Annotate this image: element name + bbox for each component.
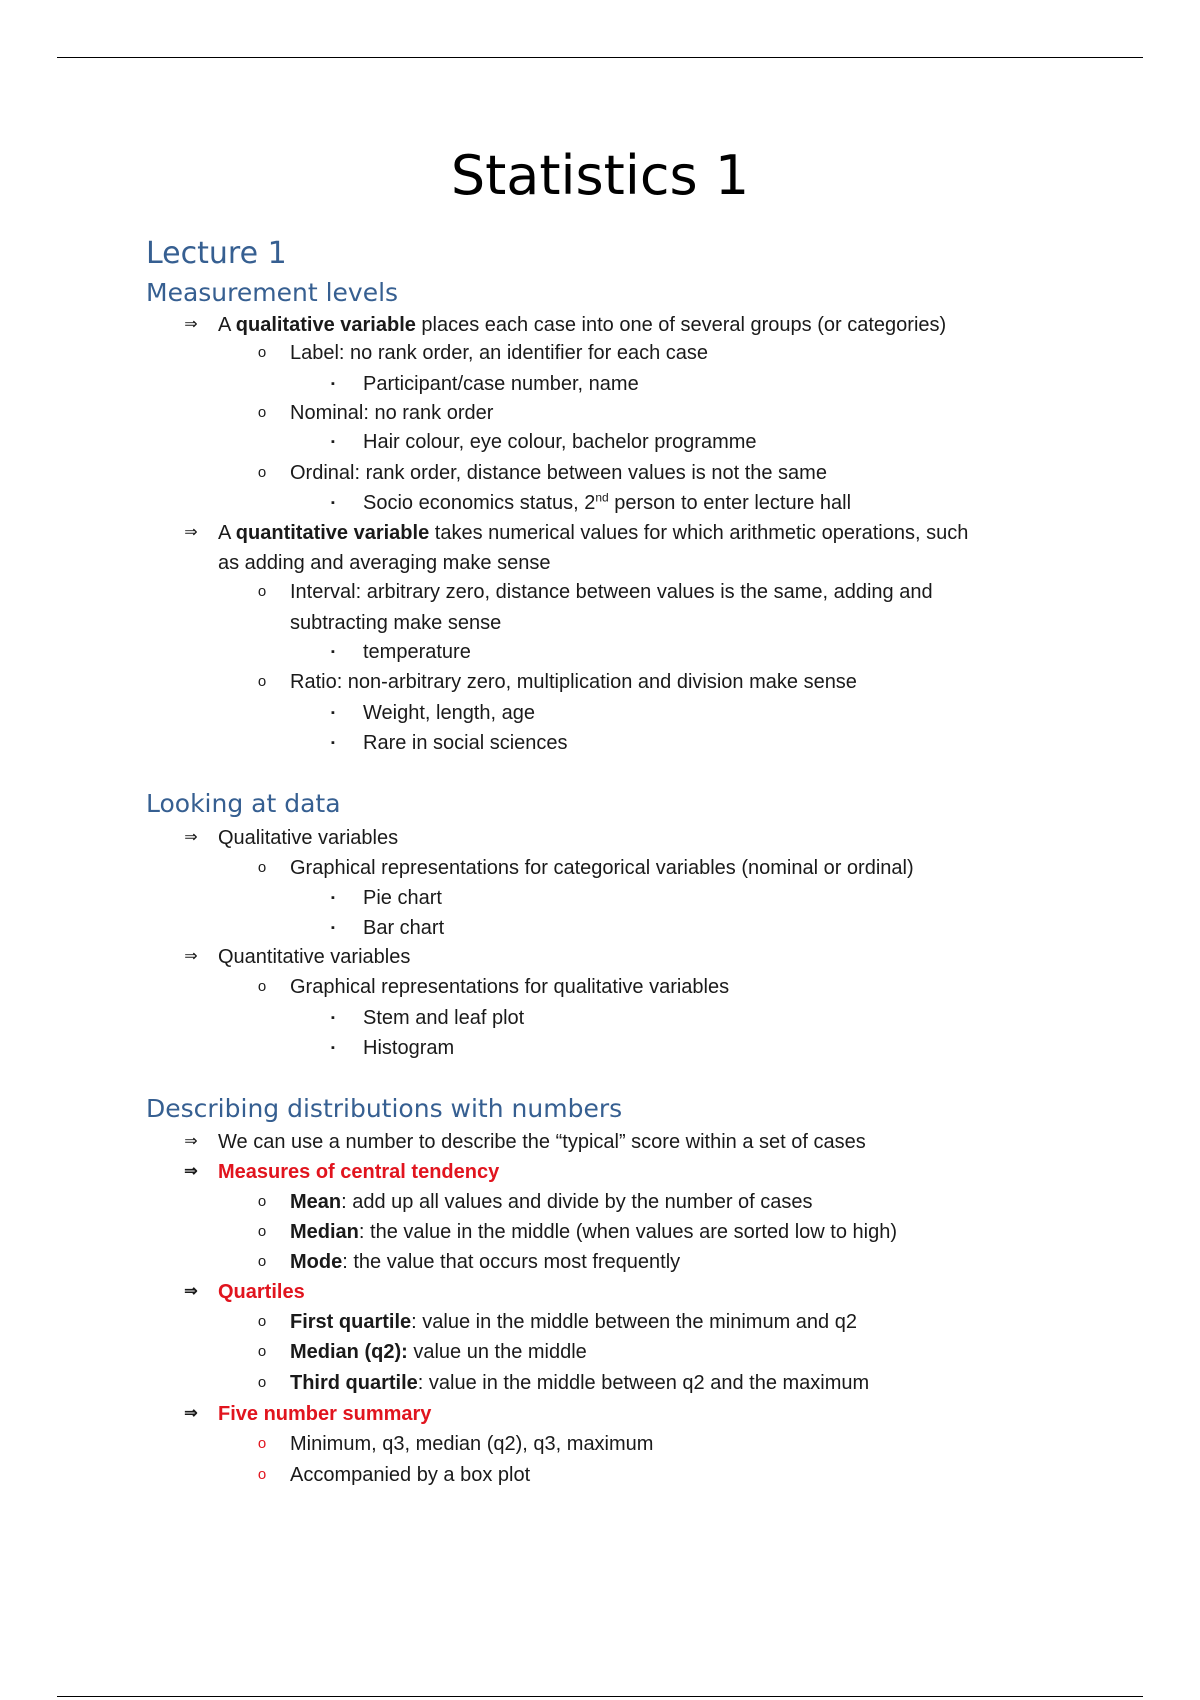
list-item-typical-score: ⇒ We can use a number to describe the “typical” score within a set of cases: [0, 1128, 1200, 1156]
arrow-icon: ⇒: [184, 1133, 198, 1150]
square-bullet-icon: ▪: [331, 737, 335, 749]
arrow-icon: ⇒: [184, 316, 198, 333]
circle-bullet-icon: o: [257, 1313, 267, 1330]
circle-bullet-icon: o: [257, 1253, 267, 1270]
list-item-stem-leaf: ▪ Stem and leaf plot: [0, 1004, 1200, 1032]
circle-bullet-icon: o: [257, 583, 267, 600]
list-item-quantitative: ⇒ A quantitative variable takes numerical values for which arithmetic operations, such: [0, 519, 1200, 547]
arrow-icon: ⇒: [184, 524, 198, 541]
circle-bullet-icon: o: [257, 1374, 267, 1391]
square-bullet-icon: ▪: [331, 1012, 335, 1024]
document-title: Statistics 1: [450, 144, 750, 207]
list-item-quantitative-cont: as adding and averaging make sense: [218, 552, 551, 574]
circle-bullet-icon: o: [257, 859, 267, 876]
list-item-histogram: ▪ Histogram: [0, 1034, 1200, 1062]
list-item-quantitative-graphs: o Graphical representations for qualitative variables: [0, 973, 1200, 1001]
circle-bullet-icon: o: [257, 1343, 267, 1360]
circle-bullet-icon: o: [257, 1193, 267, 1210]
square-bullet-icon: ▪: [331, 497, 335, 509]
list-item-ratio-example-1: ▪ Weight, length, age: [0, 699, 1200, 727]
square-bullet-icon: ▪: [331, 1042, 335, 1054]
list-item-ratio-example-2: ▪ Rare in social sciences: [0, 729, 1200, 757]
square-bullet-icon: ▪: [331, 707, 335, 719]
square-bullet-icon: ▪: [331, 646, 335, 658]
square-bullet-icon: ▪: [331, 922, 335, 934]
square-bullet-icon: ▪: [331, 378, 335, 390]
circle-bullet-icon: o: [257, 464, 267, 481]
list-item-ordinal: o Ordinal: rank order, distance between values is not the same: [0, 459, 1200, 487]
list-item-interval: o Interval: arbitrary zero, distance between values is the same, adding and: [0, 578, 1200, 606]
list-item-third-quartile: o Third quartile: value in the middle between q2 and the maximum: [0, 1369, 1200, 1397]
arrow-icon: ⇒: [184, 1163, 198, 1180]
list-item-first-quartile: o First quartile: value in the middle between the minimum and q2: [0, 1308, 1200, 1336]
list-item-ratio: o Ratio: non-arbitrary zero, multiplication and division make sense: [0, 668, 1200, 696]
circle-bullet-icon: o: [257, 344, 267, 361]
section-heading-looking: Looking at data: [146, 789, 341, 818]
bottom-rule: [57, 1696, 1143, 1697]
square-bullet-icon: ▪: [331, 436, 335, 448]
section-heading-measurement: Measurement levels: [146, 278, 399, 307]
circle-bullet-icon: o: [257, 1223, 267, 1240]
list-item-quartiles: ⇒ Quartiles: [0, 1278, 1200, 1306]
list-item-median: o Median: the value in the middle (when values are sorted low to high): [0, 1218, 1200, 1246]
list-item-central-tendency: ⇒ Measures of central tendency: [0, 1158, 1200, 1186]
list-item-median-q2: o Median (q2): value un the middle: [0, 1338, 1200, 1366]
arrow-icon: ⇒: [184, 1283, 198, 1300]
circle-bullet-icon: o: [257, 978, 267, 995]
term-qualitative-variable: qualitative variable: [235, 314, 416, 336]
list-item-bar-chart: ▪ Bar chart: [0, 914, 1200, 942]
list-item-box-plot: o Accompanied by a box plot: [0, 1461, 1200, 1489]
circle-bullet-icon: o: [257, 1435, 267, 1452]
arrow-icon: ⇒: [184, 1405, 198, 1422]
list-item-ordinal-example: ▪ Socio economics status, 2nd person to enter lecture hall: [0, 489, 1200, 517]
circle-bullet-icon: o: [257, 673, 267, 690]
term-quantitative-variable: quantitative variable: [235, 522, 430, 544]
list-item-interval-example: ▪ temperature: [0, 638, 1200, 666]
list-item-five-number: ⇒ Five number summary: [0, 1400, 1200, 1428]
list-item-mode: o Mode: the value that occurs most frequently: [0, 1248, 1200, 1276]
list-item-qualitative: ⇒ A qualitative variable places each case into one of several groups (or categories): [0, 311, 1200, 339]
circle-bullet-icon: o: [257, 1466, 267, 1483]
lecture-heading: Lecture 1: [146, 236, 287, 271]
list-item-nominal-example: ▪ Hair colour, eye colour, bachelor programme: [0, 428, 1200, 456]
list-item-pie-chart: ▪ Pie chart: [0, 884, 1200, 912]
list-item-nominal: o Nominal: no rank order: [0, 399, 1200, 427]
circle-bullet-icon: o: [257, 404, 267, 421]
section-heading-describing: Describing distributions with numbers: [146, 1094, 623, 1123]
top-rule: [57, 57, 1143, 58]
list-item-label: o Label: no rank order, an identifier for each case: [0, 339, 1200, 367]
list-item-label-example: ▪ Participant/case number, name: [0, 370, 1200, 398]
list-item-qualitative-variables: ⇒ Qualitative variables: [0, 824, 1200, 852]
list-item-qualitative-graphs: o Graphical representations for categorical variables (nominal or ordinal): [0, 854, 1200, 882]
list-item-five-number-list: o Minimum, q3, median (q2), q3, maximum: [0, 1430, 1200, 1458]
arrow-icon: ⇒: [184, 948, 198, 965]
list-item-mean: o Mean: add up all values and divide by the number of cases: [0, 1188, 1200, 1216]
list-item-quantitative-variables: ⇒ Quantitative variables: [0, 943, 1200, 971]
arrow-icon: ⇒: [184, 829, 198, 846]
list-item-interval-cont: subtracting make sense: [290, 612, 502, 634]
square-bullet-icon: ▪: [331, 892, 335, 904]
